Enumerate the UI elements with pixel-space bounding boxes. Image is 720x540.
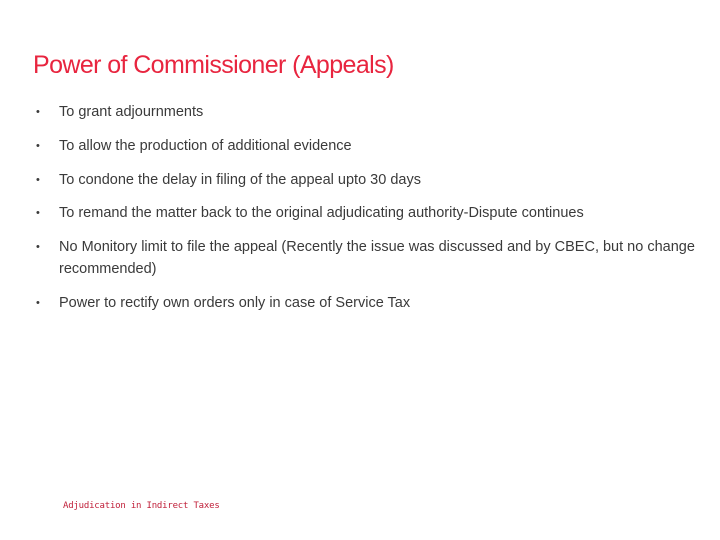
bullet-text: To remand the matter back to the original adjudicating authority-Dispute continues bbox=[59, 205, 584, 221]
bullet-item bbox=[36, 202, 696, 224]
bullet-text: No Monitory limit to file the appeal (Recently the issue was discussed and by CBEC, but no change recommended) bbox=[59, 239, 695, 277]
bullet-item bbox=[36, 292, 696, 314]
bullet-dot: • bbox=[36, 106, 40, 118]
bullet-dot: • bbox=[36, 207, 40, 219]
bullet-dot: • bbox=[36, 297, 40, 309]
bullet-item bbox=[36, 169, 696, 191]
bullet-item bbox=[36, 135, 696, 157]
bullet-text: To grant adjournments bbox=[59, 104, 204, 120]
slide-title: Power of Commissioner (Appeals) bbox=[33, 51, 394, 79]
footer-text: Adjudication in Indirect Taxes bbox=[63, 501, 220, 511]
bullet-dot: • bbox=[36, 174, 40, 186]
bullet-item bbox=[36, 101, 696, 123]
bullet-text: To allow the production of additional evidence bbox=[59, 138, 352, 154]
bullet-dot: • bbox=[36, 241, 40, 253]
bullet-item bbox=[36, 236, 696, 280]
bullet-text: To condone the delay in filing of the appeal upto 30 days bbox=[59, 172, 421, 188]
bullet-text: Power to rectify own orders only in case of Service Tax bbox=[59, 295, 411, 311]
bullet-dot: • bbox=[36, 140, 40, 152]
